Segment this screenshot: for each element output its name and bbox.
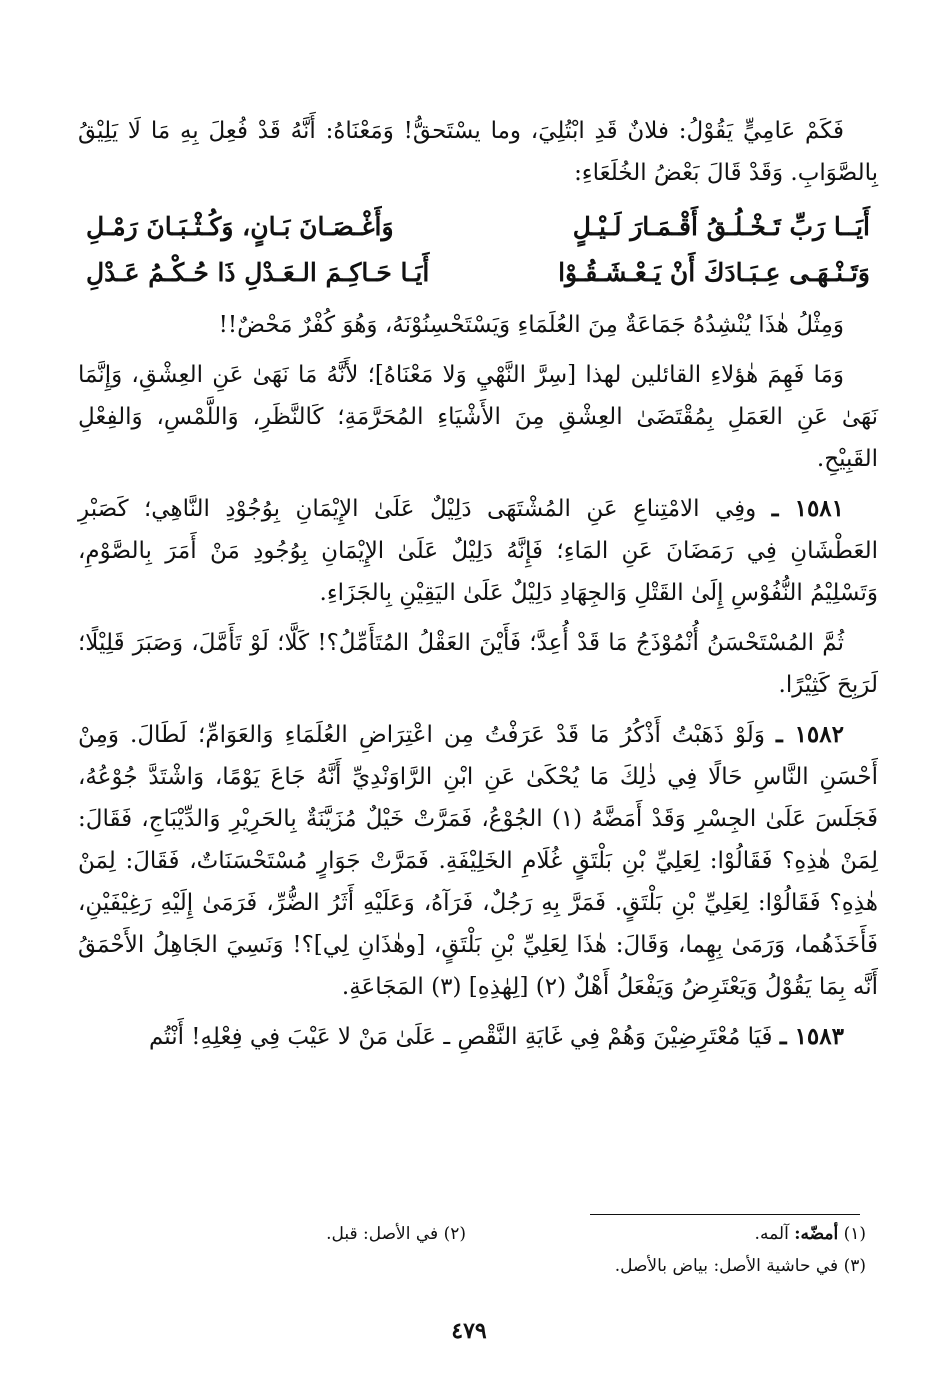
verse-line-2 (78, 250, 878, 296)
paragraph-number-1582: ١٥٨٢ ـ (776, 721, 844, 748)
poem-verse (78, 204, 878, 296)
paragraph-1581-text: وفِي الامْتِناعِ عَنِ المُشْتَهَى دَلِيْلٌ عَلَىٰ الإِيْمَانِ بِوُجُوْدِ النَّاهِي؛ كَصَبْرِ العَطْشَانِ فِي رَمَضَانَ عَنِ المَاءِ؛ فَإِنَّهُ دَلِيْلٌ عَلَىٰ الإِيْمَانِ بِوُجُودِ مَنْ أَمَرَ بِالصَّوْمِ، وَتَسْلِيْمُ النُّفُوْسِ إِلَىٰ القَتْلِ وَالجِهَادِ دَلِيْلٌ عَلَىٰ اليَقِيْنِ بِالجَزَاءِ. (78, 496, 878, 606)
footnote-2: (٢) في الأصل: قبل. (326, 1224, 466, 1244)
footnote-row-2 (78, 1250, 878, 1282)
paragraph-1581 (78, 488, 878, 614)
footnote-1 (478, 1218, 878, 1250)
footnote-row-1 (78, 1218, 878, 1250)
footnote-1-term: أمضّه: (794, 1224, 839, 1244)
paragraph-2: وَمِثْلُ هٰذَا يُنْشِدُهُ جَمَاعَةٌ مِنَ العُلَمَاءِ وَيَسْتَحْسِنُوْنَهُ، وَهُوَ كُفْرٌ مَحْضٌ!! (218, 312, 844, 338)
footnote-1-text: آلمه. (754, 1224, 789, 1244)
paragraph-1: فَكَمْ عَامِيٍّ يَقُوْلُ: فلانٌ قَدِ ابْتُلِيَ، وما يسْتَحقُّ! وَمَعْنَاهُ: أَنَّهُ قَدْ فُعِلَ بِهِ مَا لَا يَلِيْقُ بِالصَّوَابِ. وَقَدْ قَالَ بَعْضُ الخُلَعَاءِ: (78, 118, 878, 186)
verse-2-first-hemistich: وَتَـنْـهَـى عِـبَـادَكَ أَنْ يَـعْـشَـقُـوْا (558, 258, 870, 287)
verse-2-second-hemistich: أَيَـا حَـاكِـمَ الـعَـدْلِ ذَا حُـكْـمُ عَـدْلِ (86, 258, 430, 287)
paragraph-5: ثُمَّ المُسْتَحْسَنُ أُنْمُوْذَجُ مَا قَدْ أُعِدَّ؛ فَأَيْنَ العَقْلُ المُتَأَمِّلُ؟! كَلَّا؛ لَوْ تَأَمَّلَ، وَصَبَرَ قَلِيْلًا؛ لَرَبِحَ كَثِيْرًا. (78, 630, 878, 698)
paragraph-1583-text: فَيَا مُعْتَرِضِيْنَ وَهُمْ فِي غَايَةِ النَّقْصِ ـ عَلَىٰ مَنْ لا عَيْبَ فِي فِعْلِهِ! أَنْتُم (148, 1024, 773, 1050)
footnote-1-number: (١) (843, 1224, 866, 1244)
verse-line-1 (78, 204, 878, 250)
paragraph-number-1583: ١٥٨٣ ـ (779, 1023, 844, 1050)
footnotes (78, 1218, 878, 1282)
page-body (78, 110, 878, 1066)
paragraph-3: وَمَا فَهِمَ هٰؤلاءِ القائلين لهذا [سِرَّ النَّهْيِ وَلا مَعْنَاهُ]؛ لأَنَّهُ مَا نَهَىٰ عَنِ العِشْقِ، وَإِنَّمَا نَهَىٰ عَنِ العَمَلِ بِمُقْتَضَىٰ العِشْقِ مِنَ الأَشْيَاءِ المُحَرَّمَةِ؛ كَالنَّظَرِ، وَاللَّمْسِ، وَالفِعْلِ القَبِيْحِ. (78, 362, 878, 472)
verse-1-second-hemistich: وَأَغْـصَـانَ بَـانٍ، وَكُـثْـبَـانَ رَمْـلِ (86, 212, 394, 241)
footnote-3: (٣) في حاشية الأصل: بياض بالأصل. (614, 1256, 866, 1276)
paragraph-1582-text: وَلَوْ ذَهَبْتُ أَذْكُرُ مَا قَدْ عَرَفْتُ مِن اعْتِرَاضِ العُلَمَاءِ وَالعَوَامِّ؛ لَطَالَ. وَمِنْ أَحْسَنِ النَّاسِ حَالًا فِي ذٰلِكَ مَا يُحْكَىٰ عَنِ ابْنِ الرَّاوَنْدِيِّ أَنَّهُ جَاعَ يَوْمًا، وَاشْتَدَّ جُوْعُهُ، فَجَلَسَ عَلَىٰ الجِسْرِ وَقَدْ أَمَضَّهُ (١) الجُوْعُ، فَمَرَّتْ خَيْلٌ مُزَيَّنَةٌ بِالحَرِيْرِ وَالدِّيْبَاجِ، فَقَالَ: لِمَنْ هٰذِهِ؟ فَقَالُوْا: لِعَلِيِّ بْنِ بَلْتَقٍ غُلَامِ الخَلِيْفَةِ. فَمَرَّتْ جَوَارٍ مُسْتَحْسَنَاتٌ، فَقَالَ: لِمَنْ هٰذِهِ؟ فَقَالُوْا: لِعَلِيِّ بْنِ بَلْتَقٍ. فَمَرَّ بِهِ رَجُلٌ، فَرَآهُ، وَعَلَيْهِ أَثَرُ الضُّرِّ، فَرَمَىٰ إِلَيْهِ رَغِيْفَيْنِ، فَأَخَذَهُما، وَرَمَىٰ بِهِما، وَقَالَ: هٰذَا لِعَلِيِّ بْنِ بَلْتَقٍ، [وهٰذَانِ لِي]؟! وَنَسِيَ الجَاهِلُ الأَحْمَقُ أَنَّه بِمَا يَقُوْلُ وَيَعْتَرِضُ وَيَفْعَلُ أَهْلٌ (٢) [لِهٰذِهِ] (٣) المَجَاعَةِ. (78, 722, 878, 1000)
footnote-divider (590, 1214, 860, 1215)
page-number: ٤٧٩ (451, 1318, 487, 1344)
paragraph-1583 (78, 1016, 878, 1058)
verse-1-first-hemistich: أَيَــا رَبِّ تَـخْـلُـقُ أَقْـمَـارَ لَـيْـلٍ (572, 212, 870, 241)
paragraph-number-1581: ١٥٨١ ـ (771, 495, 845, 522)
paragraph-1582 (78, 714, 878, 1008)
